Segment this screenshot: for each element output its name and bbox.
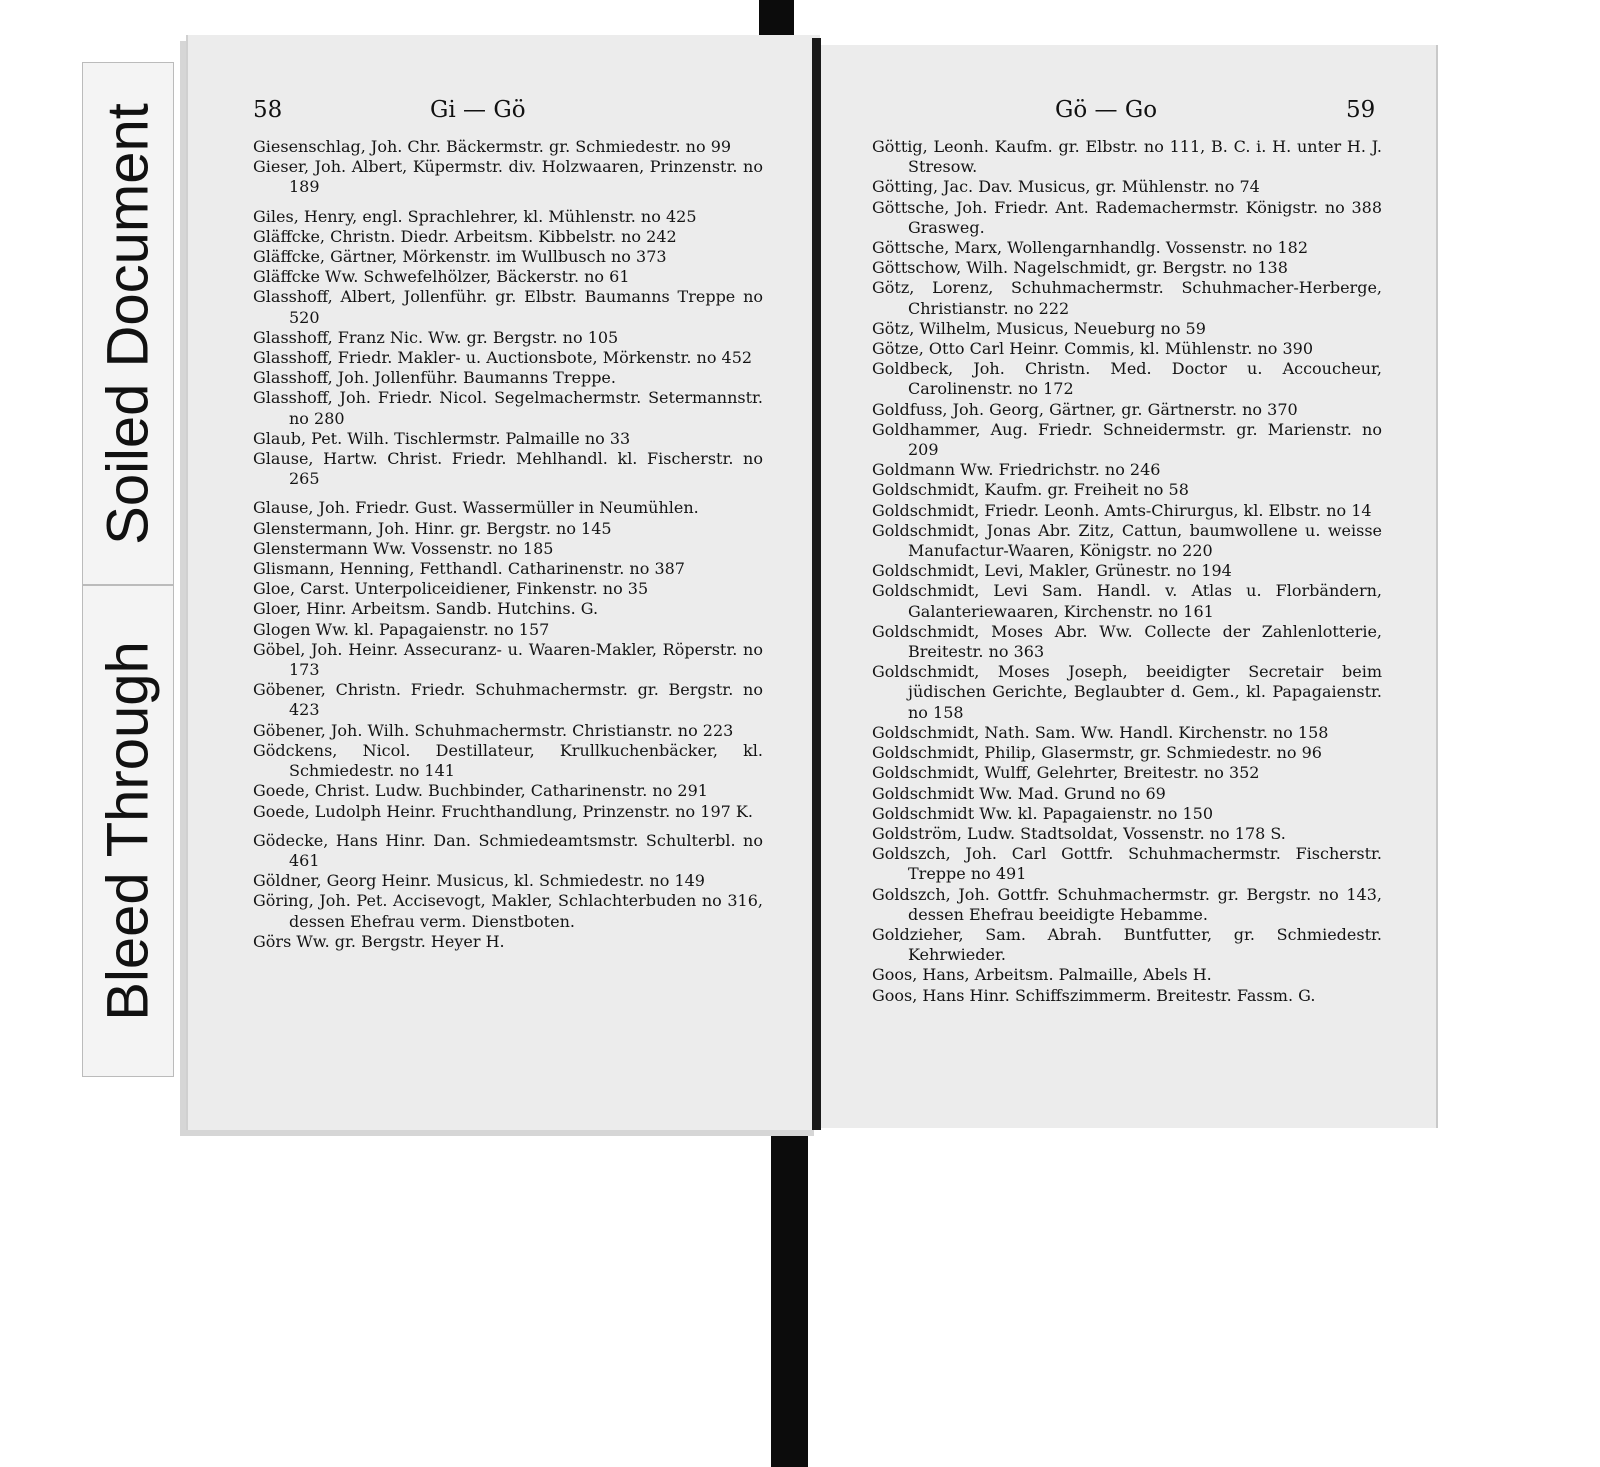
directory-entry: Glasshoff, Joh. Jollenführ. Baumanns Treppe.: [253, 368, 616, 388]
directory-entry: Goldschmidt, Levi, Makler, Grünestr. no 194: [872, 561, 1232, 581]
directory-entry: Goldschmidt Ww. kl. Papagaienstr. no 150: [872, 803, 1213, 823]
right-page-number: 59: [1346, 97, 1376, 123]
directory-entry: Goldzieher, Sam. Abrah. Buntfutter, gr. Schmiedestr. Kehrwieder.: [872, 924, 1382, 965]
directory-entry: Gloe, Carst. Unterpoliceidiener, Finkenstr. no 35: [253, 579, 649, 599]
directory-entry: Göttsche, Joh. Friedr. Ant. Rademachermstr. Königstr. no 388 Grasweg.: [872, 197, 1382, 237]
directory-entry: Göbener, Joh. Wilh. Schuhmachermstr. Christianstr. no 223: [253, 720, 734, 740]
left-running-head: Gi — Gö: [430, 97, 526, 123]
directory-entry: Goldschmidt, Kaufm. gr. Freiheit no 58: [872, 480, 1189, 500]
soiled-document-label: Soiled Document: [95, 102, 161, 545]
soiled-document-tab: [82, 62, 174, 585]
page-gutter: [812, 38, 821, 1130]
directory-entry: Göttschow, Wilh. Nagelschmidt, gr. Bergstr. no 138: [872, 258, 1288, 278]
directory-entry: Goldschmidt, Moses Abr. Ww. Collecte der Zahlenlotterie, Breitestr. no 363: [872, 621, 1382, 662]
directory-entry: Goede, Ludolph Heinr. Fruchthandlung, Prinzenstr. no 197 K.: [253, 801, 753, 821]
directory-entry: Goldschmidt, Moses Joseph, beeidigter Secretair beim jüdischen Gerichte, Beglaubter d. Gem., kl. Papagaienstr. no 158: [872, 662, 1382, 722]
directory-entry: Göldner, Georg Heinr. Musicus, kl. Schmiedestr. no 149: [253, 871, 705, 891]
directory-entry: Giesenschlag, Joh. Chr. Bäckermstr. gr. Schmiedestr. no 99: [253, 137, 732, 156]
directory-entry: Goede, Christ. Ludw. Buchbinder, Catharinenstr. no 291: [253, 781, 708, 801]
left-entry-list: [253, 137, 763, 952]
directory-entry: Götting, Jac. Dav. Musicus, gr. Mühlenstr. no 74: [872, 177, 1260, 197]
directory-entry: Götz, Wilhelm, Musicus, Neueburg no 59: [872, 318, 1206, 338]
directory-entry: Glasshoff, Friedr. Makler- u. Auctionsbote, Mörkenstr. no 452: [253, 348, 753, 368]
directory-entry: Glismann, Henning, Fetthandl. Catharinenstr. no 387: [253, 559, 685, 579]
directory-entry: Göring, Joh. Pet. Accisevogt, Makler, Schlachterbuden no 316, dessen Ehefrau verm. Dienstboten.: [253, 891, 763, 931]
directory-entry: Görs Ww. gr. Bergstr. Heyer H.: [253, 931, 505, 951]
directory-entry: Gödecke, Hans Hinr. Dan. Schmiedeamtsmstr. Schulterbl. no 461: [253, 830, 763, 870]
directory-entry: Gödckens, Nicol. Destillateur, Krullkuchenbäcker, kl. Schmiedestr. no 141: [253, 740, 763, 781]
directory-entry: Götz, Lorenz, Schuhmachermstr. Schuhmacher-Herberge, Christianstr. no 222: [872, 278, 1382, 318]
directory-entry: Goldszch, Joh. Carl Gottfr. Schuhmachermstr. Fischerstr. Treppe no 491: [872, 844, 1382, 884]
directory-entry: Glaub, Pet. Wilh. Tischlermstr. Palmaille no 33: [253, 428, 631, 448]
bleed-through-tab: [82, 585, 174, 1077]
directory-entry: Goldschmidt, Levi Sam. Handl. v. Atlas u. Florbändern, Galanteriewaaren, Kirchenstr. no 161: [872, 581, 1382, 621]
directory-entry: Göttsche, Marx, Wollengarnhandlg. Vossenstr. no 182: [872, 238, 1308, 258]
directory-entry: Gläffcke, Christn. Diedr. Arbeitsm. Kibbelstr. no 242: [253, 226, 677, 246]
directory-entry: Glenstermann, Joh. Hinr. gr. Bergstr. no 145: [253, 518, 612, 538]
bleed-through-label: Bleed Through: [95, 641, 161, 1021]
directory-entry: Göbener, Christn. Friedr. Schuhmachermstr. gr. Bergstr. no 423: [253, 680, 763, 720]
directory-entry: Gieser, Joh. Albert, Küpermstr. div. Holzwaaren, Prinzenstr. no 189: [253, 157, 763, 197]
directory-entry: Götze, Otto Carl Heinr. Commis, kl. Mühlenstr. no 390: [872, 339, 1313, 359]
right-running-head: Gö — Go: [1055, 97, 1158, 123]
directory-entry: Glasshoff, Joh. Friedr. Nicol. Segelmachermstr. Setermannstr. no 280: [253, 388, 763, 428]
directory-entry: Goldszch, Joh. Gottfr. Schuhmachermstr. gr. Bergstr. no 143, dessen Ehefrau beeidigte Hebamme.: [872, 884, 1382, 924]
directory-entry: Glause, Joh. Friedr. Gust. Wassermüller in Neumühlen.: [253, 498, 699, 518]
directory-entry: Goldbeck, Joh. Christn. Med. Doctor u. Accoucheur, Carolinenstr. no 172: [872, 359, 1382, 399]
left-page-number: 58: [253, 97, 283, 123]
directory-entry: Goldschmidt, Philip, Glasermstr, gr. Schmiedestr. no 96: [872, 743, 1322, 763]
directory-entry: Gläffcke, Gärtner, Mörkenstr. im Wullbusch no 373: [253, 247, 667, 267]
directory-entry: Göttig, Leonh. Kaufm. gr. Elbstr. no 111, B. C. i. H. unter H. J. Stresow.: [872, 137, 1382, 177]
directory-entry: Goldmann Ww. Friedrichstr. no 246: [872, 460, 1161, 480]
directory-entry: Goldschmidt, Wulff, Gelehrter, Breitestr. no 352: [872, 763, 1260, 783]
directory-entry: Goldschmidt Ww. Mad. Grund no 69: [872, 783, 1166, 803]
directory-entry: Glasshoff, Albert, Jollenführ. gr. Elbstr. Baumanns Treppe no 520: [253, 287, 763, 327]
directory-entry: Goldschmidt, Nath. Sam. Ww. Handl. Kirchenstr. no 158: [872, 722, 1329, 742]
directory-entry: Glause, Hartw. Christ. Friedr. Mehlhandl. kl. Fischerstr. no 265: [253, 449, 763, 489]
directory-entry: Goldfuss, Joh. Georg, Gärtner, gr. Gärtnerstr. no 370: [872, 399, 1298, 419]
directory-entry: Glasshoff, Franz Nic. Ww. gr. Bergstr. no 105: [253, 327, 619, 347]
directory-entry: Göbel, Joh. Heinr. Assecuranz- u. Waaren-Makler, Röperstr. no 173: [253, 639, 763, 680]
directory-entry: Goos, Hans, Arbeitsm. Palmaille, Abels H.: [872, 965, 1212, 985]
directory-entry: Goos, Hans Hinr. Schiffszimmerm. Breitestr. Fassm. G.: [872, 985, 1316, 1005]
directory-entry: Goldström, Ludw. Stadtsoldat, Vossenstr. no 178 S.: [872, 823, 1286, 843]
directory-entry: Giles, Henry, engl. Sprachlehrer, kl. Mühlenstr. no 425: [253, 206, 697, 226]
book-spine-bottom: [771, 1112, 808, 1467]
directory-entry: Goldschmidt, Jonas Abr. Zitz, Cattun, baumwollene u. weisse Manufactur-Waaren, Königstr. no 220: [872, 520, 1382, 561]
directory-entry: Goldhammer, Aug. Friedr. Schneidermstr. gr. Marienstr. no 209: [872, 419, 1382, 460]
directory-entry: Gloer, Hinr. Arbeitsm. Sandb. Hutchins. G.: [253, 599, 599, 619]
directory-entry: Glogen Ww. kl. Papagaienstr. no 157: [253, 619, 550, 639]
directory-entry: Glenstermann Ww. Vossenstr. no 185: [253, 538, 554, 558]
directory-entry: Gläffcke Ww. Schwefelhölzer, Bäckerstr. no 61: [253, 267, 630, 287]
directory-entry: Goldschmidt, Friedr. Leonh. Amts-Chirurgus, kl. Elbstr. no 14: [872, 500, 1372, 520]
right-entry-list: [872, 137, 1382, 1006]
